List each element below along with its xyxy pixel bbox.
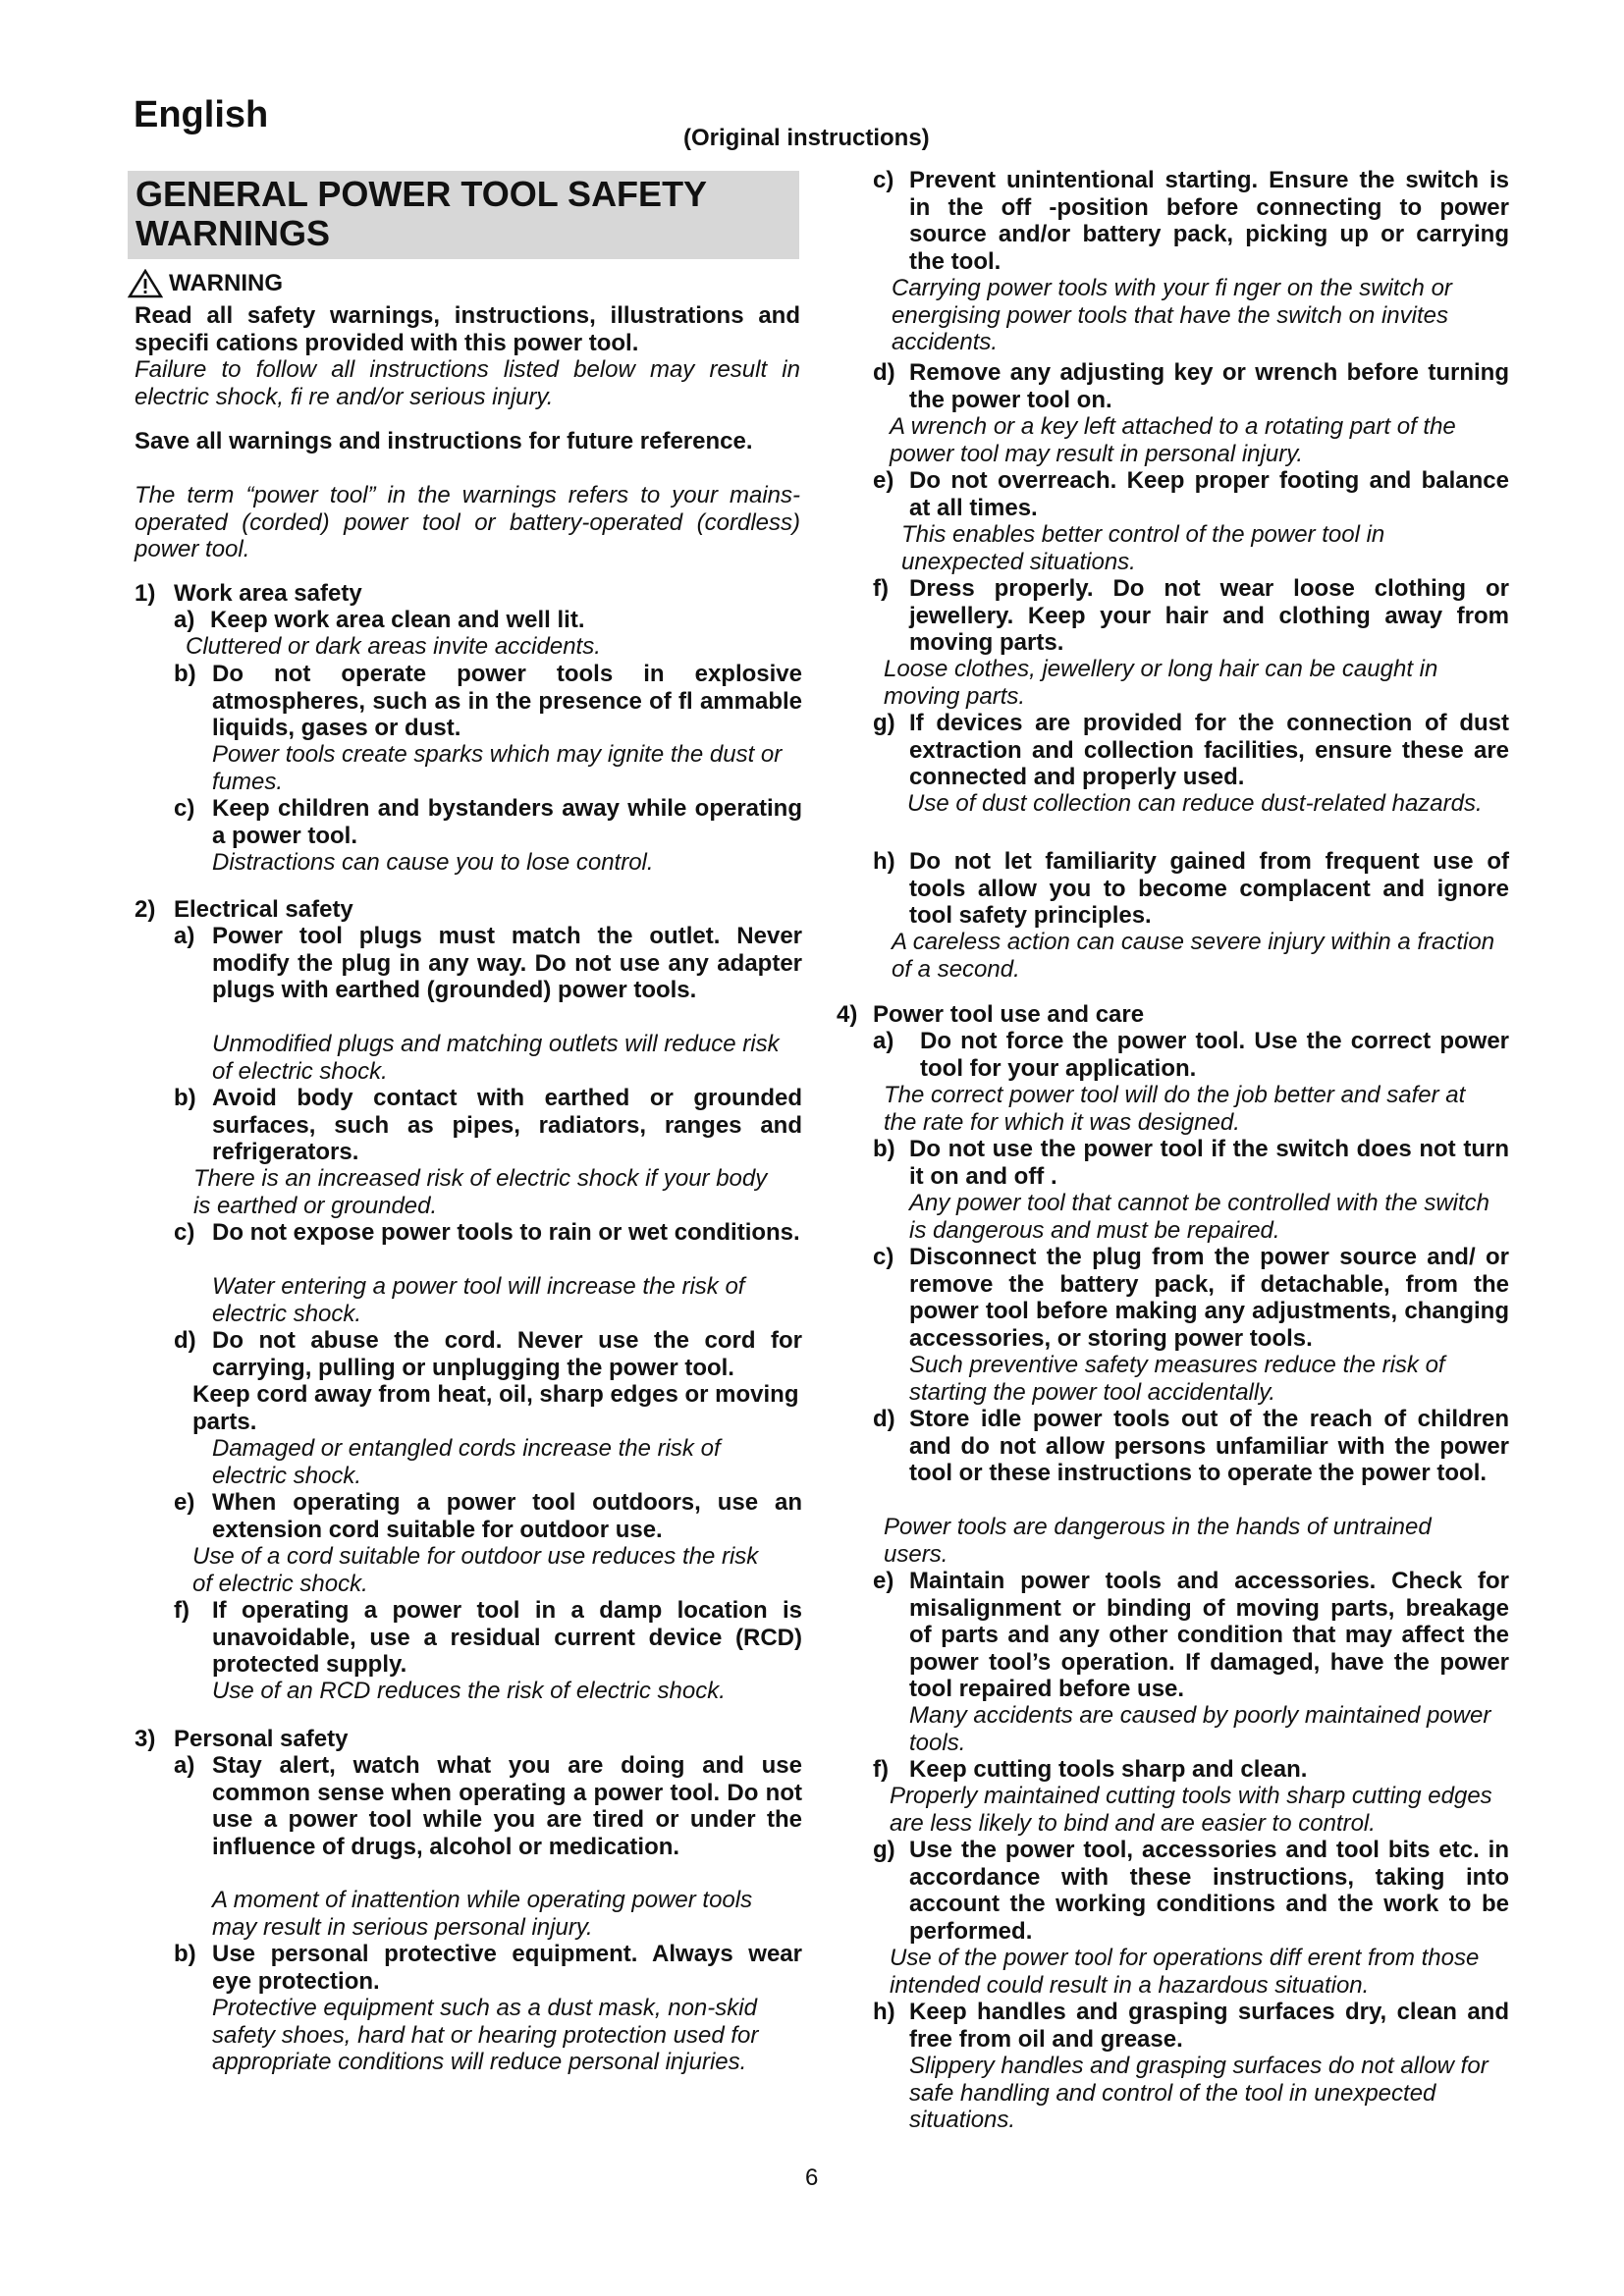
list-item [174,1752,802,1860]
item-text: Do not let familiarity gained from frequent use of tools allow you to become complacent and ignore tool safety principles. [909,848,1509,929]
banner-line-2: WARNINGS [135,213,330,253]
item-note: Any power tool that cannot be controlled with the switch is dangerous and must be repaired. [909,1190,1489,1244]
section-title: Work area safety [174,580,362,607]
item-text: Keep work area clean and well lit. [210,607,585,633]
item-text: Do not overreach. Keep proper footing and balance at all times. [909,467,1509,521]
item-note: Distractions can cause you to lose control. [212,849,654,876]
item-note: Use of dust collection can reduce dust-related hazards. [907,790,1483,817]
item-letter: f) [174,1597,189,1624]
item-letter: c) [174,795,195,822]
list-item [174,1489,802,1543]
item-text: Keep handles and grasping surfaces dry, clean and free from oil and grease. [909,1999,1509,2053]
section-title: Personal safety [174,1726,349,1752]
item-note: Power tools create sparks which may ignite the dust or fumes. [212,741,783,795]
item-letter: a) [174,607,195,633]
item-letter: d) [174,1327,196,1354]
item-text: Keep cutting tools sharp and clean. [909,1756,1308,1783]
item-note: Slippery handles and grasping surfaces do not allow for safe handling and control of the tool in unexpected situations. [909,2053,1489,2133]
section-number: 3) [135,1726,156,1752]
warning-triangle-icon [128,269,163,298]
item-letter: h) [873,1999,895,2025]
item-note: Use of a cord suitable for outdoor use reduces the risk of electric shock. [192,1543,759,1597]
item-letter: b) [174,661,196,687]
item-note: Properly maintained cutting tools with sharp cutting edges are less likely to bind and are easier to control. [890,1783,1492,1837]
item-text: Prevent unintentional starting. Ensure the switch is in the off -position before connecting to power source and/or battery pack, picking up or carrying the tool. [909,167,1509,275]
item-text: Do not abuse the cord. Never use the cord for carrying, pulling or unplugging the power tool. [212,1327,802,1381]
list-item [873,1837,1509,1945]
item-letter: a) [174,1752,195,1779]
list-item [873,1406,1509,1487]
save-instructions: Save all warnings and instructions for future reference. [135,428,753,454]
item-note: This enables better control of the power tool in unexpected situations. [901,521,1385,575]
item-letter: b) [873,1136,895,1162]
banner-line-1: GENERAL POWER TOOL SAFETY [135,174,708,214]
list-item [174,607,802,634]
item-note: Such preventive safety measures reduce the risk of starting the power tool accidentally. [909,1352,1445,1406]
item-text: Use the power tool, accessories and tool bits etc. in accordance with these instructions, taking into account the working conditions and the work to be performed. [909,1837,1509,1945]
list-item [873,467,1509,521]
section-banner [128,171,799,259]
item-text: Do not use the power tool if the switch does not turn it on and off . [909,1136,1509,1190]
item-text-continued: Keep cord away from heat, oil, sharp edges or moving parts. [192,1381,799,1435]
list-item [174,1085,802,1166]
item-letter: c) [873,167,894,193]
section-title: Electrical safety [174,896,353,923]
section-number: 1) [135,580,156,607]
list-item [174,661,802,742]
item-text: Keep children and bystanders away while operating a power tool. [212,795,802,849]
original-instructions-label: (Original instructions) [683,125,930,151]
item-letter: f) [873,575,889,602]
item-letter: g) [873,1837,895,1863]
item-note: Unmodified plugs and matching outlets will reduce risk of electric shock. [212,1031,780,1085]
item-text: Remove any adjusting key or wrench before turning the power tool on. [909,359,1509,413]
item-letter: b) [174,1941,196,1967]
item-note: Cluttered or dark areas invite accidents. [186,633,601,660]
list-item [873,710,1509,791]
item-text: Store idle power tools out of the reach of children and do not allow persons unfamiliar with the power tool or these instructions to operate the power tool. [909,1406,1509,1486]
list-item [873,1028,1509,1082]
item-letter: h) [873,848,895,875]
item-note: A careless action can cause severe injury within a fraction of a second. [892,929,1495,983]
list-item [174,1941,802,1995]
list-item [873,1568,1509,1703]
language-heading: English [134,94,269,135]
list-item [873,575,1509,657]
list-item [873,848,1509,930]
item-text: If devices are provided for the connection of dust extraction and collection facilities, ensure these are connected and properly used. [909,710,1509,790]
item-letter: e) [174,1489,195,1516]
item-note: A wrench or a key left attached to a rotating part of the power tool may result in personal injury. [890,413,1456,467]
list-item [873,167,1509,275]
item-letter: f) [873,1756,889,1783]
item-note: Use of an RCD reduces the risk of electric shock. [212,1678,726,1704]
section-number: 2) [135,896,156,923]
item-text: Do not expose power tools to rain or wet conditions. [212,1219,800,1246]
item-note: A moment of inattention while operating power tools may result in serious personal injury. [212,1887,753,1941]
item-letter: c) [174,1219,195,1246]
item-note: Water entering a power tool will increase the risk of electric shock. [212,1273,745,1327]
list-item [174,1327,802,1381]
item-text: Use personal protective equipment. Always wear eye protection. [212,1941,802,1995]
item-note: Carrying power tools with your fi nger on the switch or energising power tools that have the switch on invites accidents. [892,275,1452,355]
item-text: Stay alert, watch what you are doing and use common sense when operating a power tool. Do not use a power tool while you are tired or under the influence of drugs, alcohol or medication. [212,1752,802,1860]
list-item [174,795,802,849]
item-note: There is an increased risk of electric shock if your body is earthed or grounded. [193,1165,768,1219]
item-text: Power tool plugs must match the outlet. Never modify the plug in any way. Do not use any adapter plugs with earthed (grounded) power tools. [212,923,802,1003]
item-note: The correct power tool will do the job better and safer at the rate for which it was designed. [884,1082,1466,1136]
item-text: Disconnect the plug from the power source and/ or remove the battery pack, if detachable, from the power tool before making any adjustments, changing accessories, or storing power tools. [909,1244,1509,1352]
item-letter: e) [873,467,894,494]
list-item [174,923,802,1004]
list-item [873,359,1509,413]
item-note: Loose clothes, jewellery or long hair can be caught in moving parts. [884,656,1438,710]
item-text: Maintain power tools and accessories. Check for misalignment or binding of moving parts, breakage of parts and any other condition that may affect the power tool’s operation. If damaged, have the power tool repaired before use. [909,1568,1509,1702]
section-title: Power tool use and care [873,1001,1145,1028]
item-letter: a) [174,923,195,949]
item-note: Use of the power tool for operations diff erent from those intended could result in a hazardous situation. [890,1945,1480,1999]
item-note: Damaged or entangled cords increase the risk of electric shock. [212,1435,721,1489]
item-letter: a) [873,1028,894,1054]
list-item [873,1756,1509,1784]
section-number: 4) [837,1001,858,1028]
item-text: If operating a power tool in a damp location is unavoidable, use a residual current device (RCD) protected supply. [212,1597,802,1678]
item-note: Many accidents are caused by poorly maintained power tools. [909,1702,1491,1756]
item-text: Do not force the power tool. Use the correct power tool for your application. [920,1028,1509,1082]
item-letter: c) [873,1244,894,1270]
item-text: Dress properly. Do not wear loose clothing or jewellery. Keep your hair and clothing away from moving parts. [909,575,1509,656]
item-note: Power tools are dangerous in the hands of untrained users. [884,1514,1432,1568]
item-letter: g) [873,710,895,736]
read-all-warnings: Read all safety warnings, instructions, illustrations and specifi cations provided with this power tool. [135,302,800,356]
warning-heading [128,269,283,298]
item-text: When operating a power tool outdoors, use an extension cord suitable for outdoor use. [212,1489,802,1543]
warning-label: WARNING [169,270,283,296]
item-note: Protective equipment such as a dust mask, non-skid safety shoes, hard hat or hearing protection used for appropriate conditions will reduce personal injuries. [212,1995,759,2075]
power-tool-term: The term “power tool” in the warnings refers to your mains-operated (corded) power tool or battery-operated (cordless) power tool. [135,482,800,562]
failure-note: Failure to follow all instructions listed below may result in electric shock, fi re and/or serious injury. [135,356,800,410]
item-letter: b) [174,1085,196,1111]
page-number: 6 [805,2164,819,2191]
list-item [873,1244,1509,1352]
item-text: Do not operate power tools in explosive atmospheres, such as in the presence of fl ammable liquids, gases or dust. [212,661,802,741]
item-text: Avoid body contact with earthed or grounded surfaces, such as pipes, radiators, ranges and refrigerators. [212,1085,802,1165]
item-letter: d) [873,1406,895,1432]
list-item [873,1999,1509,2053]
item-letter: d) [873,359,895,386]
item-letter: e) [873,1568,894,1594]
list-item [174,1597,802,1679]
list-item [174,1219,802,1247]
list-item [873,1136,1509,1190]
